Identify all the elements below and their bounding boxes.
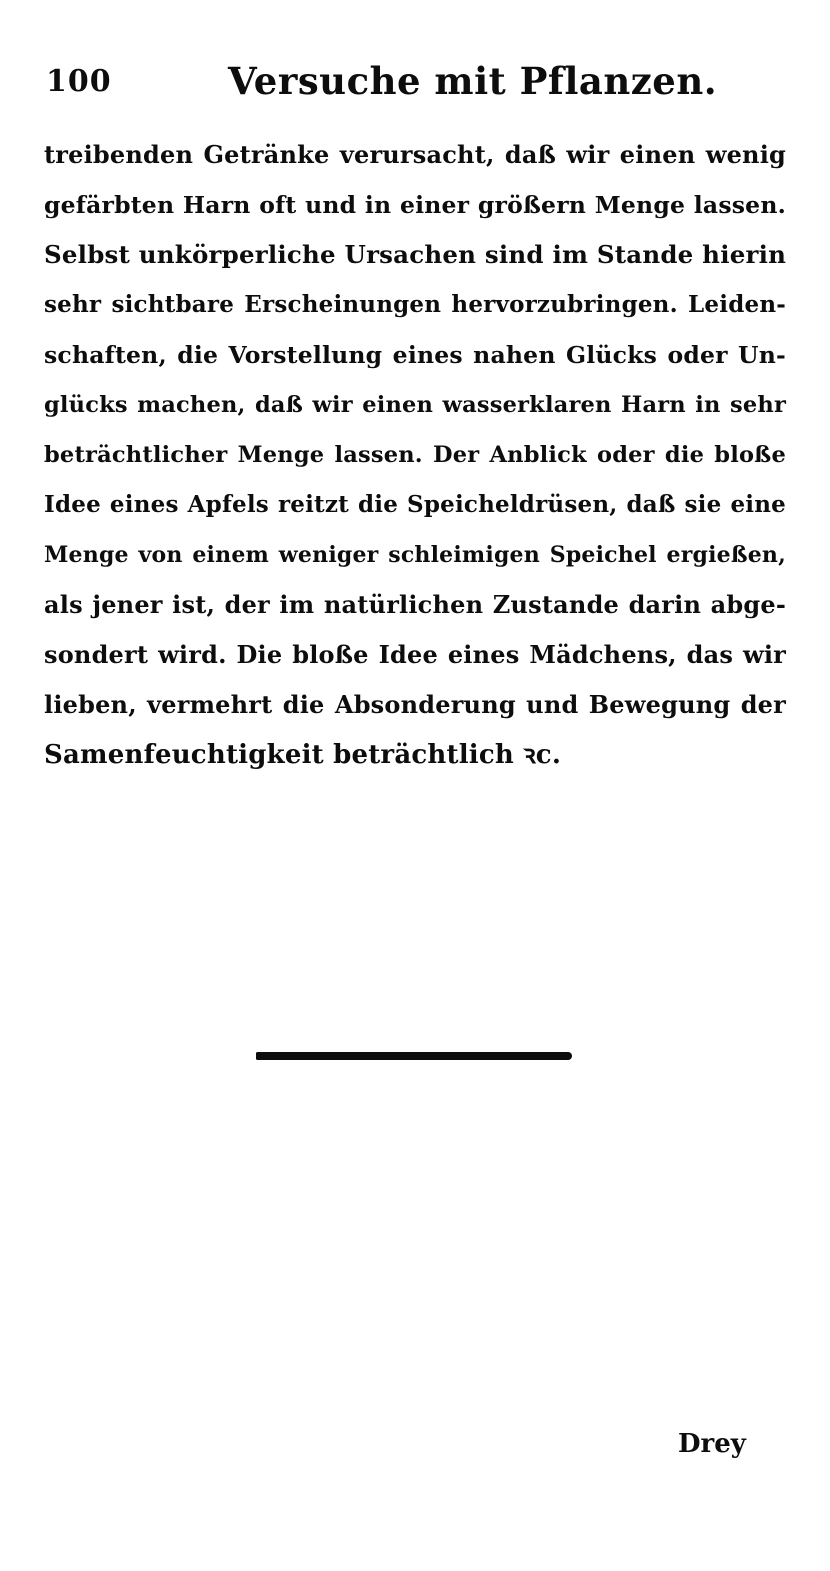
page-number: 100	[46, 64, 112, 99]
text-line: als jener ist, der im natürlichen Zustande darin abge-	[44, 590, 786, 619]
text-line: treibenden Getränke verursacht, daß wir einen wenig	[44, 140, 786, 169]
text-line: sehr sichtbare Erscheinungen hervorzubringen. Leiden-	[44, 291, 786, 318]
text-line: gefärbten Harn oft und in einer größern Menge lassen.	[44, 191, 786, 219]
text-line: lieben, vermehrt die Absonderung und Bewegung der	[44, 690, 786, 719]
text-line: Idee eines Apfels reitzt die Speicheldrüsen, daß sie eine	[44, 491, 786, 518]
text-line: Samenfeuchtigkeit beträchtlich ꝛc.	[44, 740, 562, 770]
text-line: Menge von einem weniger schleimigen Speichel ergießen,	[44, 542, 786, 568]
text-line: beträchtlicher Menge lassen. Der Anblick oder die bloße	[44, 442, 786, 468]
catchword: Drey	[678, 1429, 746, 1459]
text-line: sondert wird. Die bloße Idee eines Mädchens, das wir	[44, 640, 786, 669]
text-line: Selbst unkörperliche Ursachen sind im Stande hierin	[44, 240, 787, 269]
section-rule	[256, 1052, 572, 1060]
running-head: Versuche mit Pflanzen.	[228, 59, 718, 103]
text-line: schaften, die Vorstellung eines nahen Glücks oder Un-	[44, 341, 786, 369]
text-line: glücks machen, daß wir einen wasserklaren Harn in sehr	[44, 392, 786, 418]
body-text	[44, 130, 786, 780]
